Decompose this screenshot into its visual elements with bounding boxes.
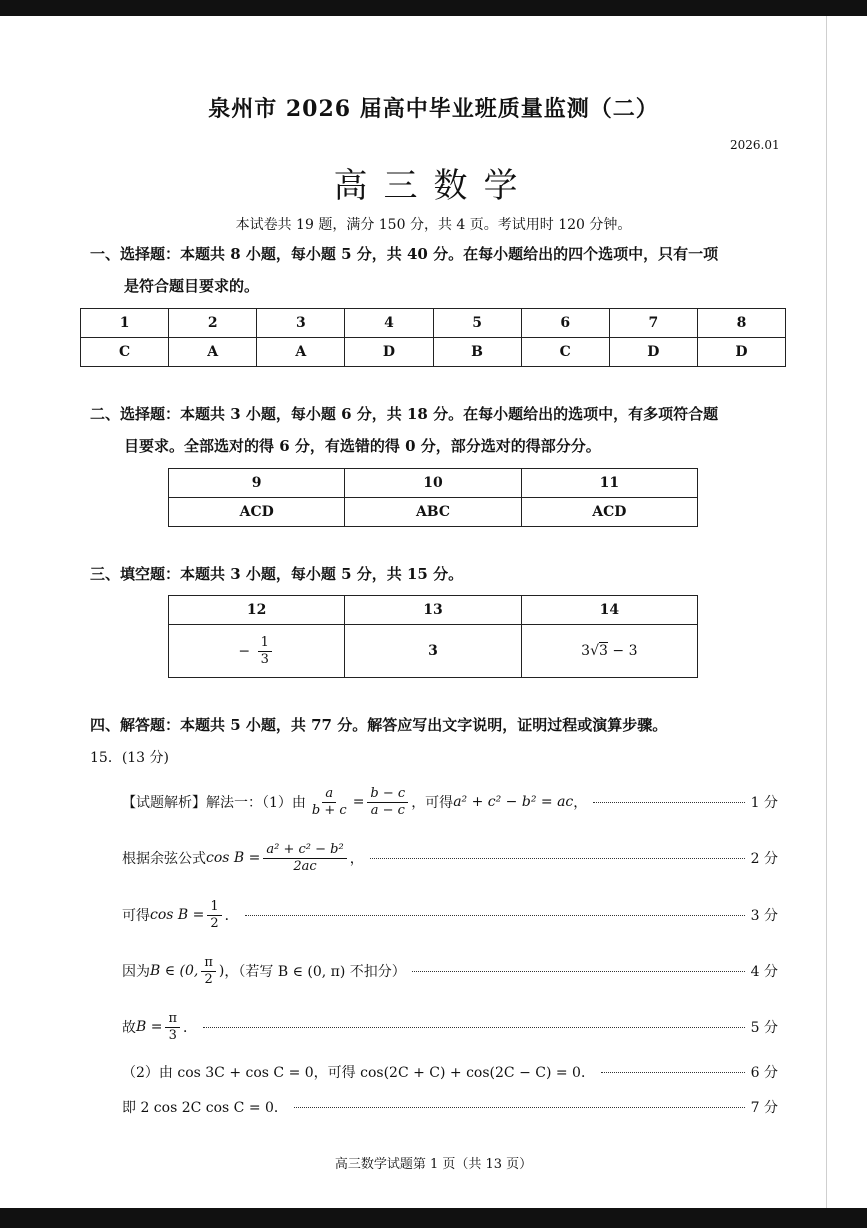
- question-number: 13: [345, 596, 521, 625]
- score-label: 1 分: [750, 795, 778, 811]
- math-expression: B =: [136, 1019, 163, 1035]
- question-number: 11: [521, 469, 697, 498]
- score-label: 5 分: [750, 1020, 778, 1036]
- solution-line-6: [122, 1054, 778, 1090]
- answer-cell: B: [433, 338, 521, 367]
- solution-line-1: [122, 782, 778, 822]
- fraction-denominator: 2ac: [293, 858, 317, 874]
- fraction: [207, 899, 221, 932]
- solution-line-5: [122, 1007, 778, 1047]
- fraction-numerator: π: [165, 1011, 180, 1028]
- solution-line-2: [122, 838, 778, 878]
- math-expression: ): [218, 963, 225, 979]
- dot-leader: [593, 802, 744, 803]
- question-number: 8: [697, 309, 785, 338]
- fraction-denominator: a − c: [370, 802, 405, 818]
- fraction-numerator: π: [201, 955, 216, 972]
- fraction-numerator: 1: [207, 899, 221, 916]
- table-answer-row: [169, 498, 698, 527]
- section3-answer-table: [168, 595, 698, 678]
- question-number: 1: [81, 309, 169, 338]
- answer-cell: C: [81, 338, 169, 367]
- section2-heading-line2: 目要求。全部选对的得 6 分，有选错的得 0 分，部分选对的得部分分。: [124, 437, 601, 455]
- fraction-numerator: b − c: [367, 786, 408, 803]
- table-header-row: [169, 596, 698, 625]
- section2-answer-table: [168, 468, 698, 527]
- line-text: ，: [349, 851, 364, 867]
- fraction: [258, 635, 272, 668]
- solution-line-7: [122, 1089, 778, 1125]
- section1-heading-line1: 一、选择题：本题共 8 小题，每小题 5 分，共 40 分。在每小题给出的四个选项中，只有一项: [90, 245, 719, 263]
- fraction-denominator: 3: [260, 651, 269, 667]
- fraction-numerator: a² + c² − b²: [263, 842, 346, 859]
- section2-heading: [90, 398, 790, 462]
- solution-line-3: [122, 895, 778, 935]
- fraction-denominator: b + c: [311, 802, 347, 818]
- fraction-denominator: 3: [168, 1027, 177, 1043]
- section3-heading: 三、填空题：本题共 3 小题，每小题 5 分，共 15 分。: [90, 565, 464, 583]
- equals-sign: =: [352, 794, 365, 810]
- section1-heading: [90, 238, 790, 302]
- exam-title: 泉州市 2026 届高中毕业班质量监测（二）: [208, 96, 659, 122]
- line-note: ，（若写 B ∈ (0, π) 不扣分）: [224, 964, 406, 980]
- fraction-numerator: a: [322, 786, 336, 803]
- fraction: [367, 786, 408, 819]
- fraction: [201, 955, 216, 988]
- fraction-denominator: 2: [204, 971, 213, 987]
- page-footer: 高三数学试题第 1 页（共 13 页）: [334, 1157, 533, 1172]
- line-text: 即 2 cos 2C cos C = 0．: [122, 1100, 288, 1116]
- line-text: ，: [573, 795, 588, 811]
- expression-rest: − 3: [607, 643, 638, 659]
- dot-leader: [601, 1072, 745, 1073]
- table-answer-row: [81, 338, 786, 367]
- question-number: 2: [169, 309, 257, 338]
- answer-cell: C: [521, 338, 609, 367]
- radicand: 3: [599, 643, 608, 659]
- table-header-row: [169, 469, 698, 498]
- math-expression: cos B =: [150, 907, 205, 923]
- question-number: 3: [257, 309, 345, 338]
- question-number: 10: [345, 469, 521, 498]
- question-number: 9: [169, 469, 345, 498]
- exam-date: 2026.01: [730, 138, 780, 152]
- answer-cell: ABC: [345, 498, 521, 527]
- question-number: 14: [521, 596, 697, 625]
- math-expression: a² + c² − b² = ac: [453, 794, 574, 810]
- sqrt-icon: √: [590, 643, 600, 659]
- score-label: 7 分: [750, 1100, 778, 1116]
- question-15-label: 15．(13 分): [90, 750, 170, 766]
- dot-leader: [203, 1027, 745, 1028]
- score-label: 3 分: [750, 908, 778, 924]
- answer-cell: D: [345, 338, 433, 367]
- answer-cell: [521, 625, 697, 678]
- answer-cell: ACD: [169, 498, 345, 527]
- subject-title: 高三数学: [333, 166, 534, 206]
- dot-leader: [245, 915, 745, 916]
- table-header-row: [81, 309, 786, 338]
- answer-cell: [169, 625, 345, 678]
- answer-cell: 3: [345, 625, 521, 678]
- fraction-denominator: 2: [210, 915, 219, 931]
- line-text: 因为: [122, 964, 150, 980]
- answer-cell: D: [609, 338, 697, 367]
- dot-leader: [412, 971, 745, 972]
- fraction: [263, 842, 346, 875]
- bottom-scan-border: [0, 1208, 867, 1228]
- question-number: 6: [521, 309, 609, 338]
- fraction: [309, 786, 350, 819]
- minus-sign: −: [238, 643, 251, 659]
- score-label: 6 分: [750, 1065, 778, 1081]
- question-number: 5: [433, 309, 521, 338]
- question-number: 12: [169, 596, 345, 625]
- exam-intro: 本试卷共 19 题，满分 150 分，共 4 页。考试用时 120 分钟。: [235, 217, 632, 233]
- section4-heading: 四、解答题：本题共 5 小题，共 77 分。解答应写出文字说明，证明过程或演算步骤。: [90, 716, 668, 734]
- answer-cell: A: [169, 338, 257, 367]
- line-text: 故: [122, 1020, 136, 1036]
- line-text: 根据余弦公式: [122, 851, 206, 867]
- score-label: 2 分: [750, 851, 778, 867]
- answer-cell: D: [697, 338, 785, 367]
- line-text: ．: [183, 1020, 198, 1036]
- question-number: 4: [345, 309, 433, 338]
- question-number: 7: [609, 309, 697, 338]
- fraction: [165, 1011, 180, 1044]
- top-scan-border: [0, 0, 867, 16]
- math-expression: B ∈ (0,: [150, 963, 199, 979]
- line-text: 【试题解析】解法一：（1）由: [122, 795, 306, 811]
- fraction-numerator: 1: [258, 635, 272, 652]
- section1-answer-table: [80, 308, 786, 367]
- score-label: 4 分: [750, 964, 778, 980]
- line-text: （2）由 cos 3C + cos C = 0，可得 cos(2C + C) + cos(2C − C) = 0．: [122, 1065, 595, 1081]
- table-answer-row: [169, 625, 698, 678]
- line-text: 可得: [122, 908, 150, 924]
- solution-line-4: [122, 951, 778, 991]
- section2-heading-line1: 二、选择题：本题共 3 小题，每小题 6 分，共 18 分。在每小题给出的选项中，有多项符合题: [90, 405, 719, 423]
- coefficient: 3: [581, 643, 591, 659]
- line-text: ，可得: [411, 795, 454, 811]
- line-text: ．: [224, 908, 239, 924]
- dot-leader: [370, 858, 745, 859]
- answer-cell: A: [257, 338, 345, 367]
- dot-leader: [294, 1107, 745, 1108]
- answer-cell: ACD: [521, 498, 697, 527]
- math-expression: cos B =: [206, 850, 261, 866]
- section1-heading-line2: 是符合题目要求的。: [124, 277, 260, 295]
